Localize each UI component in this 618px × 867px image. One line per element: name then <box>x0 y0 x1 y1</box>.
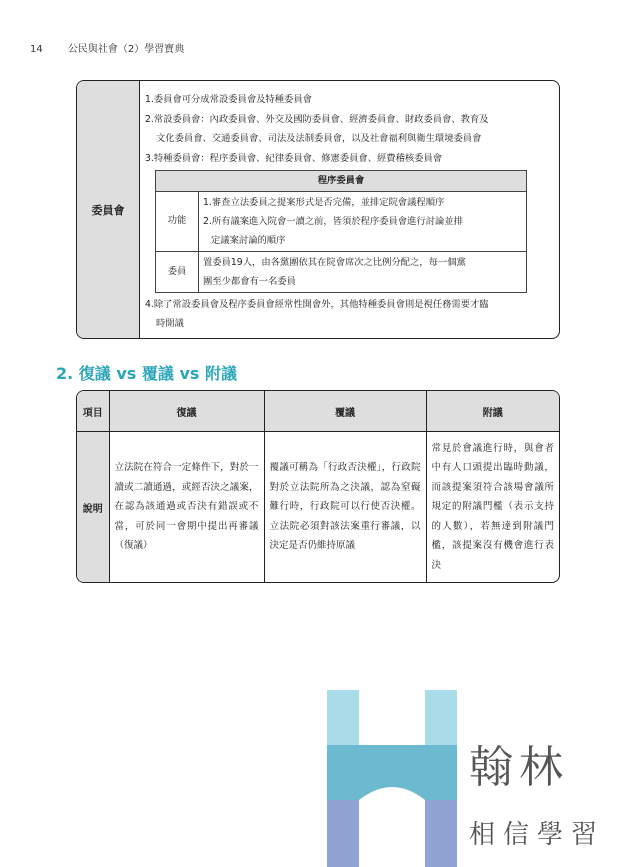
logo-bar-teal <box>425 745 457 800</box>
comparison-table <box>76 390 560 583</box>
committee-content <box>140 81 559 338</box>
cell-seconding: 常見於會議進行時，與會者中有人口頭提出臨時動議，而該提案須符合該場會議所規定的附議門檻（表示支持的人數），若無達到附議門檻，該提案沒有機會進行表決 <box>426 432 559 583</box>
member-line: 團至少都會有一名委員 <box>203 275 296 287</box>
committee-item-4-cont: 時開議 <box>156 318 184 329</box>
header-veto-reconsideration: 覆議 <box>264 391 426 432</box>
h-logo-mark <box>327 690 457 867</box>
row-label-explanation: 說明 <box>77 432 109 583</box>
committee-item-2: 2.常設委員會：內政委員會、外交及國防委員會、經濟委員會、財政委員會、教育及 <box>145 113 489 125</box>
committee-label: 委員會 <box>77 81 140 338</box>
book-title: 公民與社會（2）學習寶典 <box>67 44 185 55</box>
committee-item-2-cont: 文化委員會、交通委員會、司法及法制委員會，以及社會福利與衛生環境委員會 <box>156 133 482 144</box>
cell-veto-reconsideration: 覆議可稱為「行政否決權」，行政院對於立法院所為之決議，認為窒礙難行時，行政院可以行使否決權。立法院必須對該法案重行審議，以決定是否仍維持原議 <box>264 432 426 583</box>
function-line: 1.審查立法委員之提案形式是否完備，並排定院會議程順序 <box>203 196 445 208</box>
publisher-logo <box>327 690 618 867</box>
logo-arch <box>359 745 425 800</box>
brand-name: 翰林 <box>469 742 569 793</box>
section-title: 2. 復議 vs 覆議 vs 附議 <box>56 364 237 383</box>
member-line: 置委員19人，由各黨團依其在院會席次之比例分配之，每一個黨 <box>203 256 466 268</box>
function-label: 功能 <box>156 191 199 251</box>
committee-item-3: 3.特種委員會：程序委員會、紀律委員會、修憲委員會、經費稽核委員會 <box>145 152 443 164</box>
logo-bar-teal <box>327 745 359 800</box>
logo-bar-light <box>425 690 457 745</box>
program-committee-table <box>155 170 527 293</box>
function-line: 2.所有議案進入院會一讀之前，皆須於程序委員會進行討論並排 <box>203 215 463 227</box>
member-desc <box>199 251 527 292</box>
page-header <box>30 40 184 55</box>
program-committee-title: 程序委員會 <box>156 171 527 192</box>
header-seconding: 附議 <box>426 391 559 432</box>
member-label: 委員 <box>156 251 199 292</box>
logo-bar-indigo <box>425 800 457 867</box>
page-number: 14 <box>30 44 43 55</box>
brand-slogan: 相信學習 <box>469 820 606 850</box>
header-reconsideration: 復議 <box>109 391 264 432</box>
committee-table <box>76 80 560 339</box>
header-item: 項目 <box>77 391 109 432</box>
function-desc <box>199 191 527 251</box>
committee-item-4: 4.除了常設委員會及程序委員會經常性開會外，其他特種委員會則是視任務需要才臨 <box>145 298 489 310</box>
cell-reconsideration: 立法院在符合一定條件下，對於一讀或二讀通過，或經否決之議案，在認為該通過或否決有錯誤或不當，可於同一會期中提出再審議（復議） <box>109 432 264 583</box>
committee-item-1: 1.委員會可分成常設委員會及特種委員會 <box>145 94 312 105</box>
logo-bar-indigo <box>327 800 359 867</box>
function-line: 定議案討論的順序 <box>211 234 286 246</box>
logo-bar-light <box>327 690 359 745</box>
